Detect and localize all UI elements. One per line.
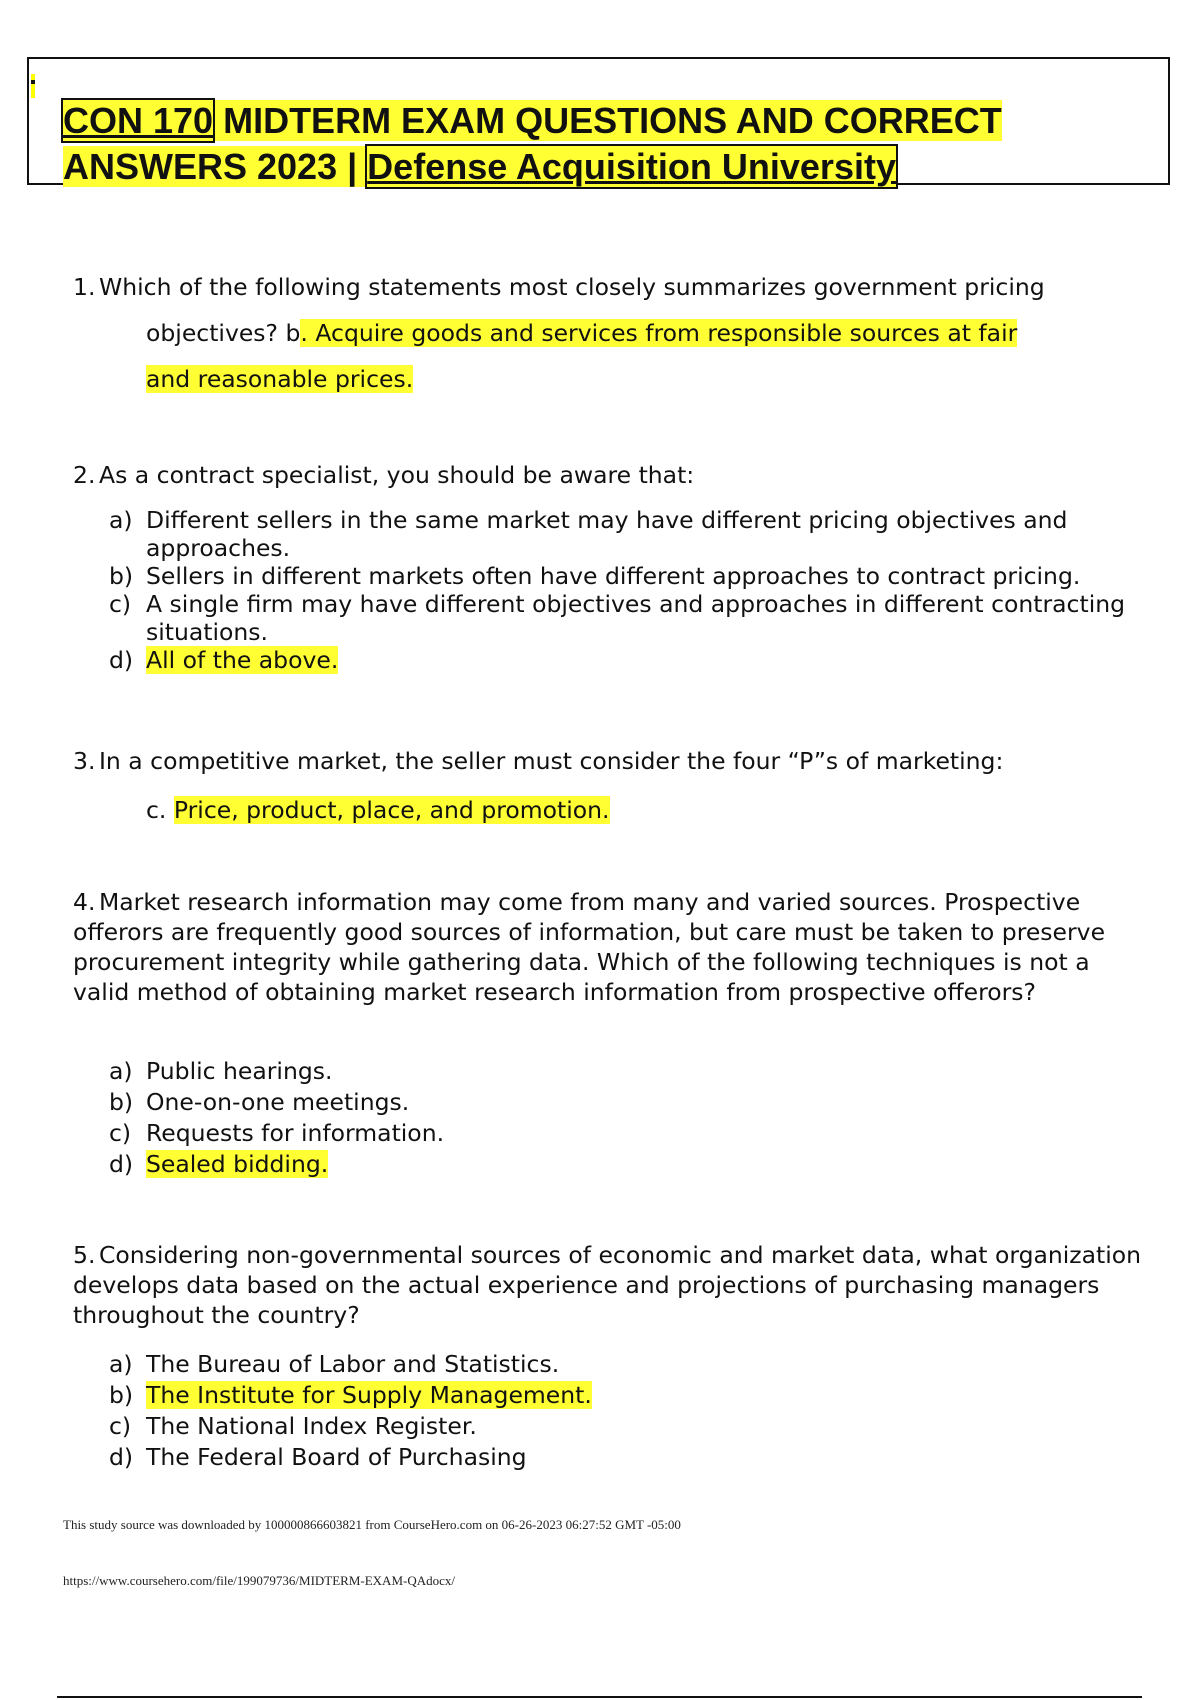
highlight-mark (31, 74, 35, 98)
option-letter: d) (109, 646, 134, 674)
option-text: A single firm may have different objectives and approaches in different contracting situations. (146, 590, 1126, 646)
question-number: 4. (73, 888, 96, 916)
option-letter: b) (109, 1088, 134, 1116)
question-3-answer (146, 795, 610, 825)
option-text: Public hearings. (146, 1057, 333, 1085)
question-number: 5. (73, 1241, 96, 1269)
option-letter: d) (109, 1443, 134, 1471)
option-letter: c) (109, 1119, 132, 1147)
question-2-options (109, 506, 1179, 674)
option-text: Requests for information. (146, 1119, 445, 1147)
source-url[interactable]: https://www.coursehero.com/file/199079736/MIDTERM-EXAM-QAdocx/ (63, 1573, 455, 1588)
answer-prefix: objectives? b (146, 319, 301, 347)
option-text-correct: All of the above. (146, 646, 339, 674)
answer-highlight: and reasonable prices. (146, 365, 414, 393)
option-text: The Bureau of Labor and Statistics. (146, 1350, 560, 1378)
question-text: Market research information may come from many and varied sources. Prospective offerors are frequently good sources of information, but care must be taken to preserve procurement integrity while gathering data. Which of the following techniques is not a valid method of obtaining market research information from prospective offerors? (73, 888, 1106, 1006)
question-1-answer-line2 (146, 364, 413, 394)
option-c (109, 590, 1179, 646)
option-letter: d) (109, 1150, 134, 1178)
option-d (109, 1149, 1179, 1180)
option-text: One-on-one meetings. (146, 1088, 410, 1116)
option-c (109, 1118, 1179, 1149)
option-letter: a) (109, 1057, 133, 1085)
option-text-correct: The Institute for Supply Management. (146, 1381, 592, 1409)
option-letter: c) (109, 590, 132, 618)
question-4-options (109, 1056, 1179, 1180)
question-4 (73, 887, 1153, 1007)
answer-highlight: Price, product, place, and promotion. (173, 796, 610, 824)
title-line1-rest: MIDTERM EXAM QUESTIONS AND CORRECT (213, 100, 1002, 141)
option-b (109, 1087, 1179, 1118)
question-number: 1. (73, 273, 96, 301)
option-letter: a) (109, 1350, 133, 1378)
question-text: Considering non-governmental sources of economic and market data, what organization develops data based on the actual experience and projections of purchasing managers throughout the country? (73, 1241, 1142, 1329)
download-note: This study source was downloaded by 100000866603821 from CourseHero.com on 06-26-2023 06:27:52 GMT -05:00 (63, 1517, 681, 1532)
option-text: The National Index Register. (146, 1412, 477, 1440)
question-1 (73, 272, 1153, 302)
bottom-rule (57, 1696, 1142, 1698)
option-letter: c) (109, 1412, 132, 1440)
option-text-correct: Sealed bidding. (146, 1150, 329, 1178)
option-letter: b) (109, 562, 134, 590)
option-b (109, 562, 1179, 590)
question-text: As a contract specialist, you should be aware that: (99, 461, 695, 489)
document-title (63, 98, 1163, 190)
question-text: Which of the following statements most closely summarizes government pricing (99, 273, 1045, 301)
option-text: Different sellers in the same market may have different pricing objectives and approaches. (146, 506, 1068, 562)
question-number: 3. (73, 747, 96, 775)
question-2 (73, 460, 1153, 490)
option-d (109, 1442, 1179, 1473)
answer-highlight: . Acquire goods and services from responsible sources at fair (300, 319, 1018, 347)
question-5-options (109, 1349, 1179, 1473)
option-c (109, 1411, 1179, 1442)
option-b (109, 1380, 1179, 1411)
question-number: 2. (73, 461, 96, 489)
question-text: In a competitive market, the seller must consider the four “P”s of marketing: (99, 747, 1004, 775)
option-letter: b) (109, 1381, 134, 1409)
bullet-dot (31, 80, 35, 84)
option-letter: a) (109, 506, 133, 534)
option-a (109, 506, 1179, 562)
option-d (109, 646, 1179, 674)
institution-name: Defense Acquisition University (367, 146, 896, 187)
title-line2-start: ANSWERS 2023 | (63, 146, 368, 187)
option-text: Sellers in different markets often have different approaches to contract pricing. (146, 562, 1081, 590)
question-5 (73, 1240, 1153, 1330)
answer-letter: c. (146, 796, 167, 824)
question-1-answer-line1 (146, 318, 1017, 348)
option-text: The Federal Board of Purchasing (146, 1443, 527, 1471)
question-3 (73, 746, 1153, 776)
option-a (109, 1056, 1179, 1087)
course-code: CON 170 (63, 100, 214, 141)
option-a (109, 1349, 1179, 1380)
